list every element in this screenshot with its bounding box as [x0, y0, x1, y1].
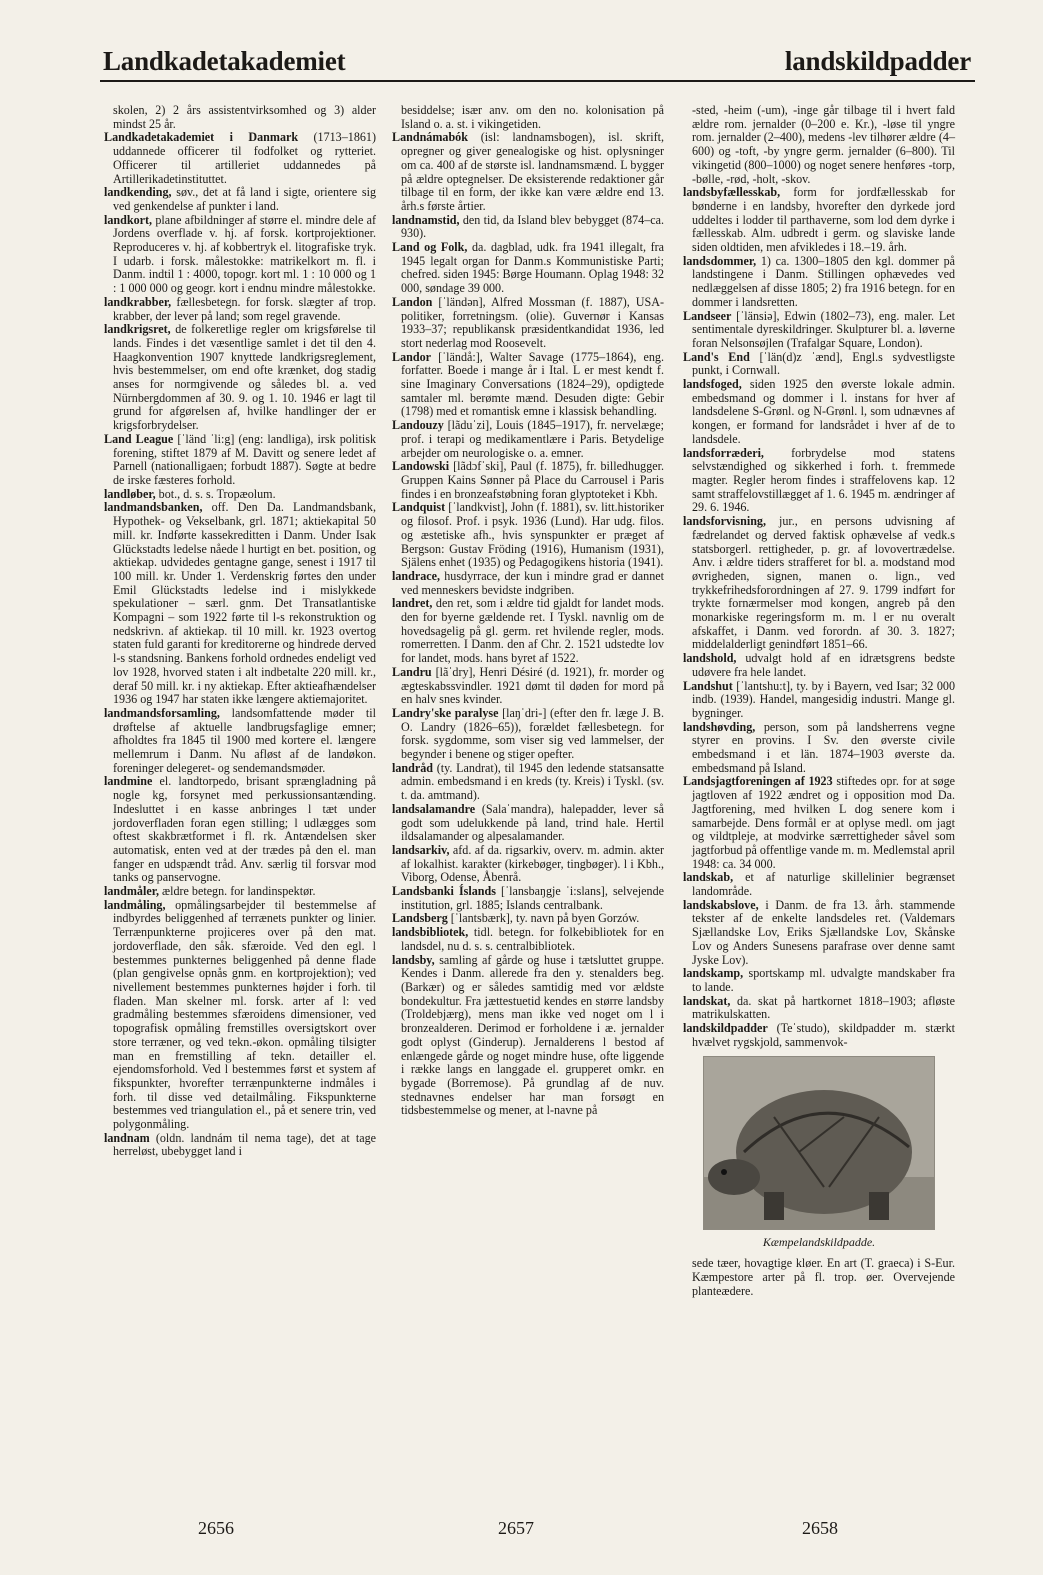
entry-text: de folkeretlige regler om krigsførelse til lands. Findes i det væsentlige samlet i det til den 4. Haagkonvention 1907 knyttede landkrigsreglement, hvis bestemmelser, om end ofte krænket, dog stadig anses for normgivende og således bl. a. ved Nürnbergdommen af 30. 9. og 1. 10. 1946 er lagt til grund for afgørelsen af, hvilke handlinger der er krigsforbrydelser. — [113, 322, 376, 433]
entry-text: 1) ca. 1300–1805 den kgl. dommer på landstingene i Danm. Stillingen ophævedes ved nedlæggelsen af disse 1805; 2) fra 1916 betegn. for en dommer i landsretten. — [692, 253, 955, 309]
figure-caption: Kæmpelandskildpadde. — [762, 1234, 876, 1249]
entry-headword: Landsbanki Íslands — [392, 884, 496, 899]
entry-text: i Danm. de fra 13. årh. stammende tekster af de enkelte landsdeles ret. (Valdemars Sjællandske Lov, Eriks Sjællandske Lov, Skånske Lov og Anders Sunesens parafrase over denne samt Jyske Lov). — [692, 897, 955, 967]
entry-headword: landkending, — [104, 185, 172, 200]
dictionary-entry — [392, 501, 664, 570]
dictionary-entry — [104, 885, 376, 899]
dictionary-entry — [683, 871, 955, 898]
dictionary-entry — [683, 104, 955, 186]
entry-headword: Landsberg — [392, 911, 448, 926]
entry-text: opmålingsarbejder til bestemmelse af indbyrdes beliggenhed af terrænets punkter og linier. Terrænpunkterne projiceres over på den mat. jordoverflade, den såk. sfæroide. Ved den egl. l bestemmes punkternes beliggenhed på denne flade (plan gengivelse opnås gnm. en kortprojektion); ved nivellement bestemmes punkternes højder i forh. til fladen. Man skelner ml. forsk. arter af l: ved gradmåling bestemmes sfæroidens dimensioner, ved topografisk opmåling fremstilles oversigtskort over store terræner, og ved tekn.-økon. opmåling tilsigter man en fremstilling af tekn. detailler el. ejendomsforhold. Ved l bestemmes først et system af fikspunkter, hvorefter terrænpunkterne indmåles i forh. til disse ved detailmåling. Fikspunkterne bestemmes ved triangulation el., på et senere trin, ved polygonmåling. — [113, 897, 376, 1132]
page-number-middle: 2657 — [498, 1518, 534, 1538]
entry-text: person, som på landsherrens vegne styrer en provins. I Sv. den øverste civile embedsmand i et län. 1874–1903 øverste da. embedsmand på Island. — [692, 719, 955, 775]
dictionary-entry — [392, 351, 664, 420]
entry-text: afd. af da. rigsarkiv, overv. m. admin. akter af lokalhist. karakter (kirkebøger, tingbøger). l i Kbh., Viborg, Odense, Åbenrå. — [401, 842, 664, 885]
dictionary-entry — [683, 899, 955, 968]
entry-headword: landskabslove, — [683, 897, 759, 912]
dictionary-entry — [683, 186, 955, 255]
dictionary-entry — [104, 501, 376, 707]
entry-text: søv., det at få land i sigte, orientere sig ved genkendelse af punkter i land. — [113, 185, 376, 213]
entry-headword: Land og Folk, — [392, 240, 468, 255]
dictionary-entry — [104, 323, 376, 433]
entry-headword: landsforvisning, — [683, 514, 767, 529]
entry-headword: Landouzy — [392, 418, 444, 433]
dictionary-entry — [392, 885, 664, 912]
entry-headword: landnamstid, — [392, 212, 460, 227]
entry-text: et af naturlige skillelinier begrænset landområde. — [692, 870, 955, 899]
entry-headword: landshold, — [683, 651, 737, 666]
dictionary-entry — [683, 967, 955, 994]
entry-text: samling af gårde og huse i tætsluttet gruppe. Kendes i Danm. allerede fra den y. stenalders beg. (Barkær) og er således samtidig med vor ældste bondekultur. Fra jættestuetid kendes en større landsby (Troldebjærg), mens man ikke ved noget om l i bronzealderen. Derimod er forholdene i æ. jernalder godt oplyst (Ginderup). Jernalderens l bestod af enlængede gårde og noget mindre huse, ofte liggende i række langs en langgade el. grupperet omkr. en bygade (Borremose). På grundlag af de nuv. stednavnes endelser har man forsøgt en tidsbestemmelse og mener, at l-navne på — [401, 952, 664, 1118]
entry-headword: Landnámabók — [392, 130, 468, 145]
dictionary-entry — [683, 378, 955, 447]
entry-text: udvalgt hold af en idrætsgrens bedste udøvere fra hele landet. — [692, 651, 955, 679]
entry-headword: landsdommer, — [683, 253, 757, 268]
entry-text: [ˈlansbaŋgje ˈi:slans], selvejende institution, grl. 1885; Islands centralbank. — [401, 884, 665, 912]
right-guide-word: landskildpadder — [784, 46, 971, 76]
entry-text: besiddelse; især anv. om den no. kolonisation på Island o. a. st. i vikingetiden. — [401, 103, 664, 131]
entry-headword: Landon — [392, 294, 433, 309]
dictionary-entry — [683, 721, 955, 776]
entry-text: da. dagblad, udk. fra 1941 illegalt, fra 1945 legalt organ for Danm.s Kommunistiske Parti; chefred. siden 1945: Børge Houmann. Oplag 1948: 32 000, søndage 39 000. — [401, 240, 664, 296]
entry-headword: landrace, — [392, 568, 441, 583]
entry-text: da. skat på hartkornet 1818–1903; afløste matrikulskatten. — [692, 993, 955, 1022]
entry-text: sportskamp ml. udvalgte mandskaber fra to lande. — [692, 966, 955, 994]
tortoise-photo — [703, 1056, 935, 1230]
column-1 — [104, 104, 376, 1159]
entry-text: (isl: landnamsbogen), isl. skrift, opregner og giver genealogiske og hist. oplysninger om ca. 400 af de største isl. landnamsmænd. L bygger på ældre optegnelser. De eksisterende redaktioner går tilbage til en form, der ikke kan være ældre end 13. årh.s første årtier. — [401, 130, 664, 213]
entry-headword: landsby, — [392, 952, 435, 967]
dictionary-entry — [392, 131, 664, 213]
dictionary-entry — [392, 419, 664, 460]
entry-headword: landråd — [392, 760, 433, 775]
dictionary-entry — [392, 926, 664, 953]
entry-headword: Landshut — [683, 678, 733, 693]
entry-text: skolen, 2) 2 års assistentvirksomhed og 3) alder mindst 25 år. — [113, 103, 376, 131]
entry-headword: landsarkiv, — [392, 842, 450, 857]
dictionary-entry — [104, 104, 376, 131]
entry-headword: Landowski — [392, 459, 450, 474]
dictionary-entry — [104, 775, 376, 885]
entry-text: [lãduˈzi], Louis (1845–1917), fr. nervelæge; prof. i terapi og medikamentlære i Paris. Betydelige arbejder om neurologiske o. a. emner. — [401, 418, 664, 460]
entry-headword: Land's End — [683, 349, 750, 364]
entry-continuation: sede tæer, hovagtige kløer. En art (T. graeca) i S-Eur. Kæmpestore arter på fl. trop. øer. Overvejende planteædere. — [692, 1256, 955, 1298]
entry-headword: landsforræderi, — [683, 445, 764, 460]
entry-text: den ret, som i ældre tid gjaldt for landet mods. den for byerne gældende ret. I Tyskl. navnlig om de hovedsagelig på gl. germ. ret hvilende regler, mods. romerretten. I Danm. den af Chr. 2. 1521 udstedte lov for landet, mods. hans byret af 1522. — [401, 596, 664, 666]
dictionary-entry — [392, 214, 664, 241]
header-rule — [100, 80, 975, 82]
entry-headword: landkrigsret, — [104, 322, 171, 337]
entry-headword: Landseer — [683, 308, 732, 323]
dictionary-entry — [392, 597, 664, 666]
entry-text: plane afbildninger af større el. mindre dele af Jordens overflade v. hj. af forsk. kortprojektioner. Reproduceres v. hj. af kobbertryk el. litografiske tryk. I udarb. i forsk. målestokke: matrikelkort m. fl. i Danm. indtil 1 : 4000, topogr. kort ml. 1 : 10 000 og 1 : 1 000 000 og geogr. kort i endnu mindre målestokke. — [113, 212, 376, 296]
entry-headword: Landry'ske paralyse — [392, 705, 499, 720]
dictionary-entry — [392, 954, 664, 1118]
entry-headword: landmåler, — [104, 884, 159, 899]
entry-text: ældre betegn. for landinspektør. — [159, 884, 316, 899]
entry-headword: landkort, — [104, 212, 153, 227]
entry-text: den tid, da Island blev bebygget (874–ca. 930). — [401, 212, 664, 241]
dictionary-entry — [104, 488, 376, 502]
entry-headword: landsfoged, — [683, 377, 742, 392]
dictionary-entry — [683, 255, 955, 310]
entry-headword: landsbibliotek, — [392, 925, 469, 940]
dictionary-entry — [104, 707, 376, 776]
entry-headword: Land League — [104, 431, 174, 446]
entry-text: forbrydelse mod statens selvstændighed og sikkerhed i forh. t. fremmede magter. Regler herom findes i straffelovens kap. 12 samt straffelovstillægget af 1. 6. 1945 m. ændringer af 29. 6. 1946. — [692, 445, 955, 515]
entry-text: [ˈlantshu:t], ty. by i Bayern, ved Isar; 32 000 indb. (1939). Handel, mangesidig industri. Mange gl. bygninger. — [692, 678, 955, 720]
entry-text: (oldn. landnám til nema tage), det at tage herreløst, ubebygget land i — [113, 1130, 376, 1159]
entry-headword: landret, — [392, 596, 433, 611]
entry-text: [ˈlandkvist], John (f. 1881), sv. litt.historiker og filosof. Prof. i psyk. 1936 (Lund). Har udg. filos. og æstetiske afh., hvis synspunkter er præget af Bergson: Gustav Fröding (1916), Humanism (1931), Själens enhet (1935) og Pedagogikens historia (1941). — [401, 500, 664, 570]
entry-text: husdyrrace, der kun i mindre grad er dannet ved menneskers bevidste indgriben. — [401, 568, 664, 597]
entry-headword: landkrabber, — [104, 294, 172, 309]
entry-headword: Landsjagtforeningen af 1923 — [683, 774, 833, 789]
entry-text: (Salaˈmandra), halepadder, lever så godt som udelukkende på land, trind hale. Hertil ildsalamander og alpesalamander. — [401, 801, 664, 844]
entry-text: [ˈländən], Alfred Mossman (f. 1887), USA-politiker, forretningsm. (olie). Guvernør i Kansas 1933–37; republikansk præsidentkandidat 1936, led stort nederlag mod Roosevelt. — [401, 294, 664, 350]
entry-headword: landmandsforsamling, — [104, 705, 220, 720]
column-2 — [392, 104, 664, 1118]
dictionary-entry — [104, 1132, 376, 1159]
dictionary-entry — [683, 310, 955, 351]
entry-text: [ˈländ ˈli:g] (eng: landliga), irsk politisk forening, stiftet 1879 af M. Davitt og senere ledet af Parnell (nationalligaen; forbudt 1887). Søgte at bedre de irske fæsteres forhold. — [113, 431, 377, 487]
entry-text: [lãˈdry], Henri Désiré (d. 1921), fr. morder og ægteskabssvindler. 1921 dømt til døden for mord på en halv snes kvinder. — [401, 664, 664, 707]
entry-text: [ˈlantsbærk], ty. navn på byen Gorzów. — [447, 911, 640, 926]
dictionary-entry — [683, 680, 955, 721]
dictionary-entry — [392, 803, 664, 844]
entry-text: el. landtorpedo, brisant sprængladning på nogle kg, forsynet med perkussionsantænding. Indesluttet i en kasse anbringes l tæt under jordoverfladen foran egen stilling; l udlægges som oftest skakbrætformet i fl. rk. Antændelsen sker automatisk, enten ved at der trædes på den el. man fanger en udspændt tråd. Anv. særlig til forsvar mod tanks og panservogne. — [113, 774, 376, 885]
dictionary-entry — [392, 707, 664, 762]
entry-headword: landmåling, — [104, 897, 166, 912]
entry-headword: landshøvding, — [683, 719, 756, 734]
dictionary-entry — [392, 912, 664, 926]
entry-headword: Landquist — [392, 500, 446, 515]
entry-text: fællesbetegn. for forsk. slægter af trop. krabber, der lever på land; som regel gravende. — [113, 294, 376, 323]
column-3 — [683, 104, 955, 1298]
dictionary-entry — [683, 775, 955, 871]
entry-text: siden 1925 den øverste lokale admin. embedsmand og dommer i l. instans for hver af landsdelene S-Grønl. og N-Grønl. l, som udnævnes af kongen, er formand for landsrådet i hver af de to landsdele. — [692, 377, 955, 446]
entry-headword: landsalamandre — [392, 801, 476, 816]
entry-headword: landskamp, — [683, 966, 744, 981]
entry-headword: landsbyfællesskab, — [683, 185, 781, 200]
dictionary-entry — [104, 899, 376, 1132]
entry-headword: landskat, — [683, 993, 731, 1008]
entry-text: [laŋˈdri-] (efter den fr. læge J. B. O. Landry (1826–65)), forældet fællesbetegn. for forsk. sygdomme, som viser sig ved lammelser, der begynder i benene og stiger opefter. — [401, 705, 664, 762]
entry-headword: landmine — [104, 774, 153, 789]
entry-text: (Teˈstudo), skildpadder m. stærkt hvælvet rygskjold, sammenvok- — [692, 1021, 955, 1049]
entry-text: [ˈländå:], Walter Savage (1775–1864), eng. forfatter. Boede i mange år i Ital. L er mest kendt f. sine Imaginary Conversations (1824–29), opdigtede samtaler ml. berømte mænd. Desuden digte: Gebir (1798) med et romantisk emne i klassisk behandling. — [401, 349, 664, 419]
dictionary-entry — [683, 447, 955, 516]
left-guide-word: Landkadetakademiet — [103, 46, 346, 76]
entry-text: [lãdɔfˈski], Paul (f. 1875), fr. billedhugger. Gruppen Kains Sønner på Place du Carrousel i Paris findes i en bronzeafstøbning foran glyptoteket i Kbh. — [401, 459, 664, 501]
dictionary-entry — [104, 433, 376, 488]
entry-text: landsomfattende møder til drøftelse af aktuelle landbrugsfaglige emner; afholdtes fra 1845 til 1900 med kortere el. længere mellemrum i Danm. Nu afløst af de landøkon. foreninger delegeret- og sendemandsmøder. — [113, 705, 376, 775]
dictionary-entry — [392, 570, 664, 597]
entry-headword: landmandsbanken, — [104, 500, 203, 515]
entry-headword: Landru — [392, 664, 432, 679]
dictionary-entry — [392, 666, 664, 707]
entry-text: (ty. Landrat), til 1945 den ledende statsansatte admin. embedsmand i en kreds (ty. Kreis) i Tyskl. (sv. t. da. amtmand). — [401, 760, 664, 803]
entry-text: jur., en persons udvisning af fædrelandet og derved faktisk ophævelse af vedk.s statsborgerl. rettigheder, p. gr. af lovovertrædelse. Anv. i ældre tiders strafferet for bl. a. modstand mod øvrigheden, signen, manen o. lign., ved trykkefrihedsforordningen af 27. 9. 1799 indført for trykte fornærmelser mod kongen, angreb på den monarkiske regeringsform m. m. l er nu overalt afskaffet, i Danm. ved forordn. af 30. 3. 1827; middelalderligt genindført 1851–66. — [692, 514, 955, 652]
entry-headword: Landor — [392, 349, 431, 364]
dictionary-entry — [392, 844, 664, 885]
entry-text: stiftedes opr. for at søge jagtloven af 1922 ændret og i opposition mod Da. Jagtforening, med hvilken L dog senere kom i samarbejde. Dens formål er at oplyse medl. om jagt og vildtpleje, at modvirke særrettigheder såvel som jagtforbud på offentlige vande m. m. Medlemstal april 1948: ca. 34 000. — [692, 774, 955, 871]
dictionary-entry — [392, 296, 664, 351]
dictionary-entry — [104, 296, 376, 323]
entry-text: off. Den Da. Landmandsbank, Hypothek- og Vekselbank, grl. 1871; aktiekapital 50 mill. kr. Indførte kassekreditten i Danm. Under Isak Glückstadts ledelse nåede l hurtigt en bet. position, og aktiekap. udvidedes gentagne gange, senest i 1917 til 100 mill. kr. Under 1. Verdenskrig førtes den under Emil Glückstadts ledelse ind i mislykkede spekulationer – særl. gnm. Det Transatlantiske Kompagni – som 1922 førte til l-s rekonstruktion og nedskrivn. af aktiekap. til 10 mill. kr. 1923 overtog staten fuld garanti for kreditorerne og hindrede derved l-s standsning. Bankens forhold ordnedes endeligt ved lov 1928, hvorved staten i alt indbetalte 220 mill. kr., deraf 50 mill. kr. i ny aktiekap. Efter aktieafhændelser 1936 og 1947 har staten ikke længere aktiemajoritet. — [113, 500, 376, 707]
dictionary-entry — [683, 515, 955, 652]
entry-headword: landskildpadder — [683, 1021, 768, 1036]
page-number-left: 2656 — [198, 1518, 234, 1538]
entry-text: [ˈlänsiə], Edwin (1802–73), eng. maler. Let sentimentale dyreskildringer. Skulpturer bl. a. løverne foran Nelsonsøjlen (Trafalgar Square, London). — [692, 308, 955, 350]
entry-text: form for jordfællesskab for bønderne i en landsby, hvorefter den dyrkede jord uddeltes i lodder til parthaverne, som lod dem dyrke i fællesskab. Alm. udbredt i germ. og slaviske lande siden oldtiden, men afvikledes i 18.–19. årh. — [692, 185, 955, 255]
entry-headword: landskab, — [683, 870, 734, 885]
entry-text: (1713–1861) uddannede officerer til fodfolket og rytteriet. Officerer til artilleriet uddannedes på Artillerikadetinstituttet. — [113, 130, 376, 186]
dictionary-entry — [683, 1022, 955, 1049]
entry-text: bot., d. s. s. Tropæolum. — [155, 486, 276, 501]
entry-text: tidl. betegn. for folkebibliotek for en landsdel, nu d. s. s. centralbibliotek. — [401, 925, 664, 953]
entry-text: [ˈlän(d)z ˈænd], Engl.s sydvestligste punkt, i Cornwall. — [692, 349, 955, 378]
entry-headword: Landkadetakademiet i Danmark — [104, 130, 299, 145]
page-number-right: 2658 — [802, 1518, 838, 1538]
dictionary-entry — [392, 762, 664, 803]
entry-headword: landløber, — [104, 486, 156, 501]
dictionary-entry — [392, 460, 664, 501]
dictionary-entry — [104, 214, 376, 296]
dictionary-entry — [104, 131, 376, 186]
dictionary-entry — [683, 351, 955, 378]
entry-text: -sted, -heim (-um), -inge går tilbage til i hvert fald ældre rom. jernalder (0–200 e. Kr.), -løse til yngre rom. jernalder (2–400), medens -lev tilhører ældre (4–600) og -toft, -by yngre germ. jernalder (6–800). Til vikingetid (800–1000) og noget senere henføres -torp, -bølle, -rød, -holt, -skov. — [692, 103, 955, 186]
dictionary-entry — [683, 995, 955, 1022]
dictionary-entry — [104, 186, 376, 213]
dictionary-entry — [392, 241, 664, 296]
entry-headword: landnam — [104, 1130, 150, 1145]
dictionary-entry — [683, 652, 955, 679]
dictionary-entry — [392, 104, 664, 131]
